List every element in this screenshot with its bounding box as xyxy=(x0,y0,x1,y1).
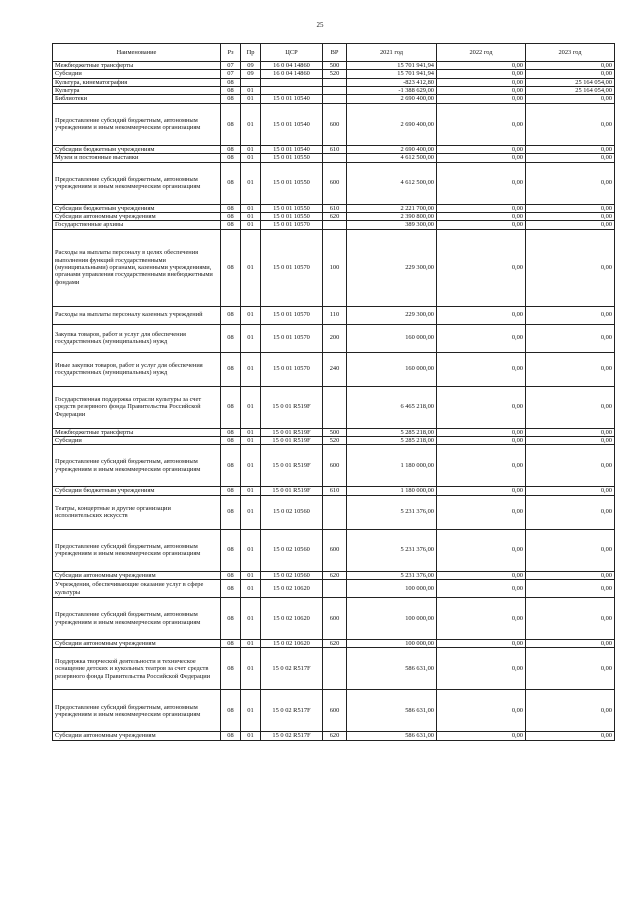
row-2023: 0,00 xyxy=(526,62,615,70)
row-vr: 600 xyxy=(323,162,347,204)
row-csr: 15 0 01 10570 xyxy=(261,229,323,306)
row-vr xyxy=(323,154,347,162)
row-vr: 600 xyxy=(323,103,347,145)
row-rz: 08 xyxy=(221,95,241,103)
row-2021: 586 631,00 xyxy=(347,732,437,740)
row-2022: 0,00 xyxy=(437,495,526,529)
row-2021: 100 000,00 xyxy=(347,580,437,598)
row-rz: 08 xyxy=(221,690,241,732)
table-header-row xyxy=(53,44,615,62)
row-pr: 01 xyxy=(241,154,261,162)
row-2021: 100 000,00 xyxy=(347,598,437,640)
table-row xyxy=(53,87,615,95)
row-csr xyxy=(261,87,323,95)
row-name: Культура xyxy=(53,87,221,95)
row-name: Расходы на выплаты персоналу казенных учреждений xyxy=(53,306,221,324)
row-pr: 01 xyxy=(241,648,261,690)
row-csr: 15 0 01 10540 xyxy=(261,95,323,103)
row-2022: 0,00 xyxy=(437,436,526,444)
row-pr: 01 xyxy=(241,162,261,204)
row-vr: 500 xyxy=(323,428,347,436)
row-2022: 0,00 xyxy=(437,162,526,204)
table-row xyxy=(53,324,615,352)
row-vr: 110 xyxy=(323,306,347,324)
row-2023: 0,00 xyxy=(526,495,615,529)
row-name: Музеи и постоянные выставки xyxy=(53,154,221,162)
row-2023: 25 164 054,00 xyxy=(526,78,615,86)
row-csr: 15 0 01 10570 xyxy=(261,352,323,386)
table-row xyxy=(53,640,615,648)
row-name: Межбюджетные трансферты xyxy=(53,62,221,70)
row-2021: 2 690 400,00 xyxy=(347,95,437,103)
row-2023: 0,00 xyxy=(526,571,615,579)
row-csr: 15 0 01 10550 xyxy=(261,162,323,204)
row-2023: 0,00 xyxy=(526,428,615,436)
row-2021: 6 465 218,00 xyxy=(347,386,437,428)
row-2022: 0,00 xyxy=(437,571,526,579)
row-rz: 07 xyxy=(221,62,241,70)
budget-table xyxy=(52,43,615,741)
row-2023: 0,00 xyxy=(526,212,615,220)
row-pr xyxy=(241,78,261,86)
row-vr: 610 xyxy=(323,145,347,153)
row-csr: 15 0 02 R517F xyxy=(261,732,323,740)
row-csr: 15 0 01 10570 xyxy=(261,221,323,229)
table-row xyxy=(53,204,615,212)
table-row xyxy=(53,62,615,70)
row-pr: 01 xyxy=(241,212,261,220)
table-row xyxy=(53,495,615,529)
row-vr: 240 xyxy=(323,352,347,386)
row-rz: 08 xyxy=(221,221,241,229)
table-row xyxy=(53,529,615,571)
row-vr: 600 xyxy=(323,598,347,640)
row-rz: 08 xyxy=(221,598,241,640)
row-2021: 586 631,00 xyxy=(347,648,437,690)
row-2021: 2 390 800,00 xyxy=(347,212,437,220)
row-name: Государственные архивы xyxy=(53,221,221,229)
row-2022: 0,00 xyxy=(437,78,526,86)
row-rz: 08 xyxy=(221,640,241,648)
table-row xyxy=(53,732,615,740)
row-2023: 0,00 xyxy=(526,648,615,690)
row-2022: 0,00 xyxy=(437,103,526,145)
row-vr: 520 xyxy=(323,70,347,78)
row-name: Субсидии xyxy=(53,70,221,78)
row-pr: 01 xyxy=(241,229,261,306)
row-rz: 08 xyxy=(221,204,241,212)
row-2022: 0,00 xyxy=(437,580,526,598)
row-2021: 2 690 400,00 xyxy=(347,103,437,145)
row-2023: 0,00 xyxy=(526,70,615,78)
row-pr: 01 xyxy=(241,204,261,212)
table-row xyxy=(53,598,615,640)
row-vr xyxy=(323,95,347,103)
table-row xyxy=(53,212,615,220)
row-2022: 0,00 xyxy=(437,352,526,386)
row-csr: 15 0 02 10560 xyxy=(261,529,323,571)
row-rz: 08 xyxy=(221,571,241,579)
row-rz: 08 xyxy=(221,386,241,428)
row-name: Предоставление субсидий бюджетным, автономным учреждениям и иным некоммерческим организациям xyxy=(53,103,221,145)
row-2022: 0,00 xyxy=(437,306,526,324)
row-2022: 0,00 xyxy=(437,212,526,220)
row-2022: 0,00 xyxy=(437,690,526,732)
table-row xyxy=(53,352,615,386)
row-rz: 08 xyxy=(221,487,241,495)
row-2023: 0,00 xyxy=(526,690,615,732)
row-rz: 08 xyxy=(221,495,241,529)
row-2023: 25 164 054,00 xyxy=(526,87,615,95)
table-row xyxy=(53,306,615,324)
row-rz: 08 xyxy=(221,162,241,204)
row-rz: 08 xyxy=(221,648,241,690)
row-pr: 09 xyxy=(241,62,261,70)
row-2023: 0,00 xyxy=(526,204,615,212)
page-number: 25 xyxy=(316,21,324,29)
row-vr xyxy=(323,78,347,86)
table-row xyxy=(53,690,615,732)
row-2022: 0,00 xyxy=(437,487,526,495)
header-rz: Рз xyxy=(221,44,241,62)
row-rz: 08 xyxy=(221,87,241,95)
row-2023: 0,00 xyxy=(526,154,615,162)
row-2021: 5 285 218,00 xyxy=(347,428,437,436)
table-row xyxy=(53,571,615,579)
row-2023: 0,00 xyxy=(526,640,615,648)
row-2022: 0,00 xyxy=(437,386,526,428)
row-rz: 08 xyxy=(221,428,241,436)
row-csr: 15 0 01 R519F xyxy=(261,436,323,444)
row-name: Театры, концертные и другие организации исполнительских искусств xyxy=(53,495,221,529)
row-2022: 0,00 xyxy=(437,640,526,648)
row-name: Субсидии бюджетным учреждениям xyxy=(53,204,221,212)
row-2021: 389 300,00 xyxy=(347,221,437,229)
row-vr: 600 xyxy=(323,690,347,732)
row-name: Поддержка творческой деятельности и техническое оснащение детских и кукольных театров за счет средств резервного фонда Правительства Российской Федерации xyxy=(53,648,221,690)
row-2023: 0,00 xyxy=(526,529,615,571)
row-name: Культура, кинематография xyxy=(53,78,221,86)
header-2022: 2022 год xyxy=(437,44,526,62)
row-pr: 01 xyxy=(241,145,261,153)
row-vr xyxy=(323,87,347,95)
row-2021: 5 285 218,00 xyxy=(347,436,437,444)
row-2021: 4 612 500,00 xyxy=(347,162,437,204)
row-pr: 01 xyxy=(241,732,261,740)
row-csr: 15 0 01 10570 xyxy=(261,324,323,352)
table-row xyxy=(53,162,615,204)
row-vr xyxy=(323,495,347,529)
table-row xyxy=(53,648,615,690)
row-pr: 01 xyxy=(241,690,261,732)
row-2021: 5 231 376,00 xyxy=(347,571,437,579)
row-csr: 15 0 01 10550 xyxy=(261,154,323,162)
header-vr: ВР xyxy=(323,44,347,62)
row-2021: -1 388 629,00 xyxy=(347,87,437,95)
row-pr: 01 xyxy=(241,436,261,444)
row-csr: 15 0 02 R517F xyxy=(261,690,323,732)
row-2023: 0,00 xyxy=(526,95,615,103)
row-vr xyxy=(323,386,347,428)
row-2023: 0,00 xyxy=(526,103,615,145)
row-vr xyxy=(323,648,347,690)
row-pr: 01 xyxy=(241,87,261,95)
row-2022: 0,00 xyxy=(437,204,526,212)
table-row xyxy=(53,580,615,598)
row-2023: 0,00 xyxy=(526,145,615,153)
row-vr: 610 xyxy=(323,204,347,212)
row-vr: 610 xyxy=(323,487,347,495)
row-name: Субсидии xyxy=(53,436,221,444)
row-name: Субсидии бюджетным учреждениям xyxy=(53,145,221,153)
row-pr: 01 xyxy=(241,428,261,436)
row-2022: 0,00 xyxy=(437,428,526,436)
row-2021: 160 000,00 xyxy=(347,352,437,386)
row-2022: 0,00 xyxy=(437,445,526,487)
row-2021: 1 180 000,00 xyxy=(347,487,437,495)
row-pr: 01 xyxy=(241,95,261,103)
row-name: Предоставление субсидий бюджетным, автономным учреждениям и иным некоммерческим организациям xyxy=(53,162,221,204)
row-csr: 15 0 01 10550 xyxy=(261,212,323,220)
table-row xyxy=(53,221,615,229)
row-pr: 01 xyxy=(241,495,261,529)
row-csr: 15 0 02 10620 xyxy=(261,598,323,640)
table-row xyxy=(53,428,615,436)
row-rz: 08 xyxy=(221,103,241,145)
row-vr xyxy=(323,221,347,229)
row-rz: 08 xyxy=(221,436,241,444)
row-2021: 15 701 941,94 xyxy=(347,70,437,78)
row-pr: 01 xyxy=(241,598,261,640)
row-rz: 08 xyxy=(221,154,241,162)
row-2023: 0,00 xyxy=(526,487,615,495)
row-pr: 01 xyxy=(241,640,261,648)
row-csr: 15 0 01 R519F xyxy=(261,428,323,436)
row-rz: 08 xyxy=(221,78,241,86)
row-vr: 100 xyxy=(323,229,347,306)
row-name: Государственная поддержка отрасли культуры за счет средств резервного фонда Правительства Российской Федерации xyxy=(53,386,221,428)
row-pr: 01 xyxy=(241,221,261,229)
row-vr: 620 xyxy=(323,571,347,579)
row-rz: 08 xyxy=(221,529,241,571)
row-name: Субсидии автономным учреждениям xyxy=(53,571,221,579)
row-2023: 0,00 xyxy=(526,445,615,487)
row-2021: 5 231 376,00 xyxy=(347,529,437,571)
row-vr: 600 xyxy=(323,529,347,571)
row-2021: 2 690 400,00 xyxy=(347,145,437,153)
row-2021: 4 612 500,00 xyxy=(347,154,437,162)
row-rz: 07 xyxy=(221,70,241,78)
table-row xyxy=(53,487,615,495)
row-2021: 229 300,00 xyxy=(347,306,437,324)
table-row xyxy=(53,103,615,145)
row-name: Субсидии автономным учреждениям xyxy=(53,732,221,740)
row-2023: 0,00 xyxy=(526,732,615,740)
row-rz: 08 xyxy=(221,445,241,487)
table-row xyxy=(53,145,615,153)
row-pr: 01 xyxy=(241,352,261,386)
row-vr: 200 xyxy=(323,324,347,352)
table-row xyxy=(53,386,615,428)
row-2023: 0,00 xyxy=(526,221,615,229)
row-2021: 1 180 000,00 xyxy=(347,445,437,487)
table-row xyxy=(53,229,615,306)
row-csr: 15 0 01 10540 xyxy=(261,103,323,145)
row-csr: 15 0 02 10560 xyxy=(261,571,323,579)
row-pr: 01 xyxy=(241,571,261,579)
row-csr xyxy=(261,78,323,86)
row-vr xyxy=(323,580,347,598)
row-csr: 15 0 01 10570 xyxy=(261,306,323,324)
row-name: Субсидии автономным учреждениям xyxy=(53,640,221,648)
row-vr: 500 xyxy=(323,62,347,70)
row-csr: 15 0 02 R517F xyxy=(261,648,323,690)
row-2023: 0,00 xyxy=(526,162,615,204)
row-vr: 620 xyxy=(323,212,347,220)
row-csr: 15 0 01 R519F xyxy=(261,445,323,487)
row-2023: 0,00 xyxy=(526,352,615,386)
row-name: Межбюджетные трансферты xyxy=(53,428,221,436)
row-csr: 15 0 01 R519F xyxy=(261,386,323,428)
row-name: Предоставление субсидий бюджетным, автономным учреждениям и иным некоммерческим организациям xyxy=(53,445,221,487)
row-2023: 0,00 xyxy=(526,386,615,428)
header-name: Наименование xyxy=(53,44,221,62)
row-name: Расходы на выплаты персоналу в целях обеспечения выполнения функций государственными (муниципальными) органами, казенными учреждениями, органами управления государственными внебюджетными фондами xyxy=(53,229,221,306)
row-csr: 15 0 01 10550 xyxy=(261,204,323,212)
row-2021: 586 631,00 xyxy=(347,690,437,732)
row-csr: 15 0 02 10620 xyxy=(261,640,323,648)
row-2023: 0,00 xyxy=(526,306,615,324)
row-2022: 0,00 xyxy=(437,648,526,690)
row-2023: 0,00 xyxy=(526,598,615,640)
row-pr: 09 xyxy=(241,70,261,78)
row-name: Предоставление субсидий бюджетным, автономным учреждениям и иным некоммерческим организациям xyxy=(53,598,221,640)
table-row xyxy=(53,154,615,162)
table-row xyxy=(53,70,615,78)
row-2021: 229 300,00 xyxy=(347,229,437,306)
row-pr: 01 xyxy=(241,324,261,352)
row-pr: 01 xyxy=(241,386,261,428)
row-2021: 5 231 376,00 xyxy=(347,495,437,529)
table-row xyxy=(53,78,615,86)
row-name: Учреждения, обеспечивающие оказание услуг в сфере культуры xyxy=(53,580,221,598)
row-name: Субсидии автономным учреждениям xyxy=(53,212,221,220)
row-vr: 620 xyxy=(323,732,347,740)
row-2021: 2 221 700,00 xyxy=(347,204,437,212)
row-name: Библиотеки xyxy=(53,95,221,103)
row-2021: -823 412,80 xyxy=(347,78,437,86)
row-2023: 0,00 xyxy=(526,324,615,352)
row-2022: 0,00 xyxy=(437,598,526,640)
row-rz: 08 xyxy=(221,212,241,220)
row-rz: 08 xyxy=(221,306,241,324)
row-vr: 600 xyxy=(323,445,347,487)
row-vr: 620 xyxy=(323,640,347,648)
row-pr: 01 xyxy=(241,580,261,598)
row-csr: 15 0 02 10560 xyxy=(261,495,323,529)
row-csr: 15 0 01 R519F xyxy=(261,487,323,495)
row-2023: 0,00 xyxy=(526,229,615,306)
row-2022: 0,00 xyxy=(437,95,526,103)
row-2022: 0,00 xyxy=(437,229,526,306)
row-2022: 0,00 xyxy=(437,154,526,162)
row-name: Субсидии бюджетным учреждениям xyxy=(53,487,221,495)
row-name: Предоставление субсидий бюджетным, автономным учреждениям и иным некоммерческим организациям xyxy=(53,529,221,571)
row-2022: 0,00 xyxy=(437,145,526,153)
row-2022: 0,00 xyxy=(437,87,526,95)
row-rz: 08 xyxy=(221,732,241,740)
row-csr: 16 0 04 14860 xyxy=(261,62,323,70)
row-rz: 08 xyxy=(221,145,241,153)
row-name: Предоставление субсидий бюджетным, автономным учреждениям и иным некоммерческим организациям xyxy=(53,690,221,732)
row-2022: 0,00 xyxy=(437,221,526,229)
row-2022: 0,00 xyxy=(437,70,526,78)
row-pr: 01 xyxy=(241,445,261,487)
row-rz: 08 xyxy=(221,229,241,306)
row-pr: 01 xyxy=(241,487,261,495)
row-rz: 08 xyxy=(221,580,241,598)
row-2023: 0,00 xyxy=(526,436,615,444)
header-csr: ЦСР xyxy=(261,44,323,62)
header-2023: 2023 год xyxy=(526,44,615,62)
row-2022: 0,00 xyxy=(437,732,526,740)
header-pr: Пр xyxy=(241,44,261,62)
row-2021: 100 000,00 xyxy=(347,640,437,648)
row-rz: 08 xyxy=(221,352,241,386)
row-rz: 08 xyxy=(221,324,241,352)
row-csr: 16 0 04 14860 xyxy=(261,70,323,78)
table-row xyxy=(53,95,615,103)
row-2023: 0,00 xyxy=(526,580,615,598)
row-pr: 01 xyxy=(241,103,261,145)
table-row xyxy=(53,445,615,487)
row-pr: 01 xyxy=(241,306,261,324)
row-name: Иные закупки товаров, работ и услуг для обеспечения государственных (муниципальных) нужд xyxy=(53,352,221,386)
row-csr: 15 0 01 10540 xyxy=(261,145,323,153)
row-csr: 15 0 02 10620 xyxy=(261,580,323,598)
row-2022: 0,00 xyxy=(437,324,526,352)
row-vr: 520 xyxy=(323,436,347,444)
row-2021: 15 701 941,94 xyxy=(347,62,437,70)
row-name: Закупка товаров, работ и услуг для обеспечения государственных (муниципальных) нужд xyxy=(53,324,221,352)
row-2021: 160 000,00 xyxy=(347,324,437,352)
row-pr: 01 xyxy=(241,529,261,571)
header-2021: 2021 год xyxy=(347,44,437,62)
table-row xyxy=(53,436,615,444)
row-2022: 0,00 xyxy=(437,62,526,70)
row-2022: 0,00 xyxy=(437,529,526,571)
